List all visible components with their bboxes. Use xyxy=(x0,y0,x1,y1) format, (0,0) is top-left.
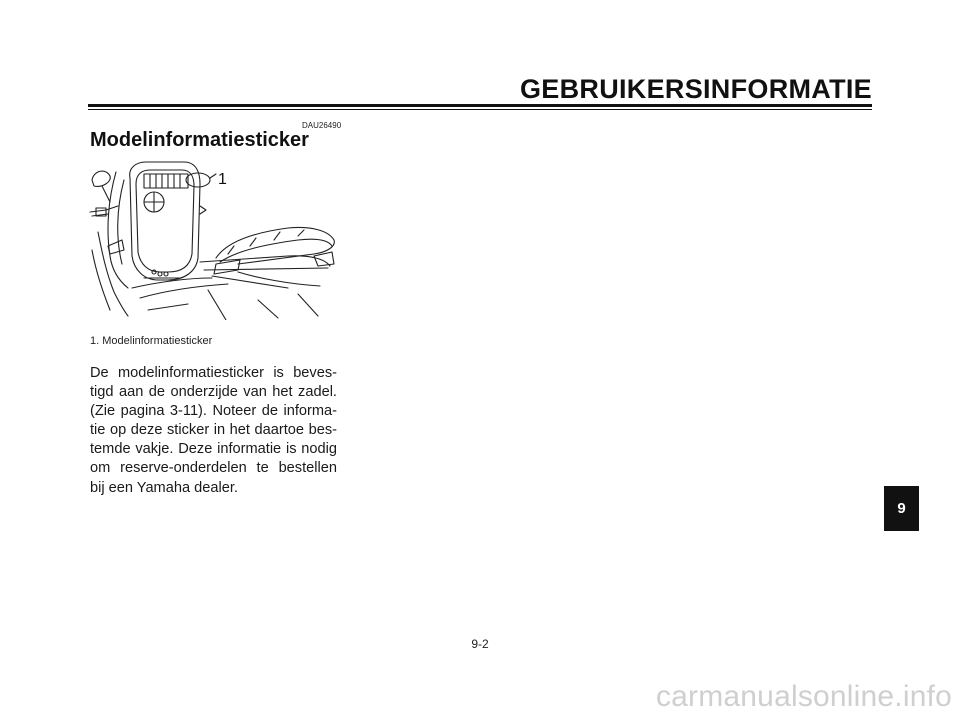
header-title: GEBRUIKERSINFORMATIE xyxy=(519,74,872,104)
section-title: Modelinformatiesticker xyxy=(90,129,309,151)
chapter-tab-label: 9 xyxy=(897,500,906,517)
figure-callout-number: 1 xyxy=(218,171,227,188)
page-number: 9-2 xyxy=(471,637,489,651)
chapter-tab xyxy=(884,486,919,531)
scooter-illustration xyxy=(88,160,340,320)
body-paragraph: De modelinformatiesticker is beves- tigd aan de onderzijde van het zadel. (Zie pagina 3-11). Noteer de informa- tie op deze sticker in het daartoe bes- temde vakje. Deze informatie is nodig om reserve-onderdelen te bestellen bij een Yamaha dealer. xyxy=(90,365,337,496)
figure-caption: 1. Modelinformatiesticker xyxy=(90,335,213,347)
scooter-under-seat-drawing xyxy=(88,160,340,320)
watermark: carmanualsonline.info xyxy=(655,680,952,713)
document-code: DAU26490 xyxy=(302,121,342,130)
header-rule-thin xyxy=(88,109,872,110)
header-rule xyxy=(88,104,872,107)
